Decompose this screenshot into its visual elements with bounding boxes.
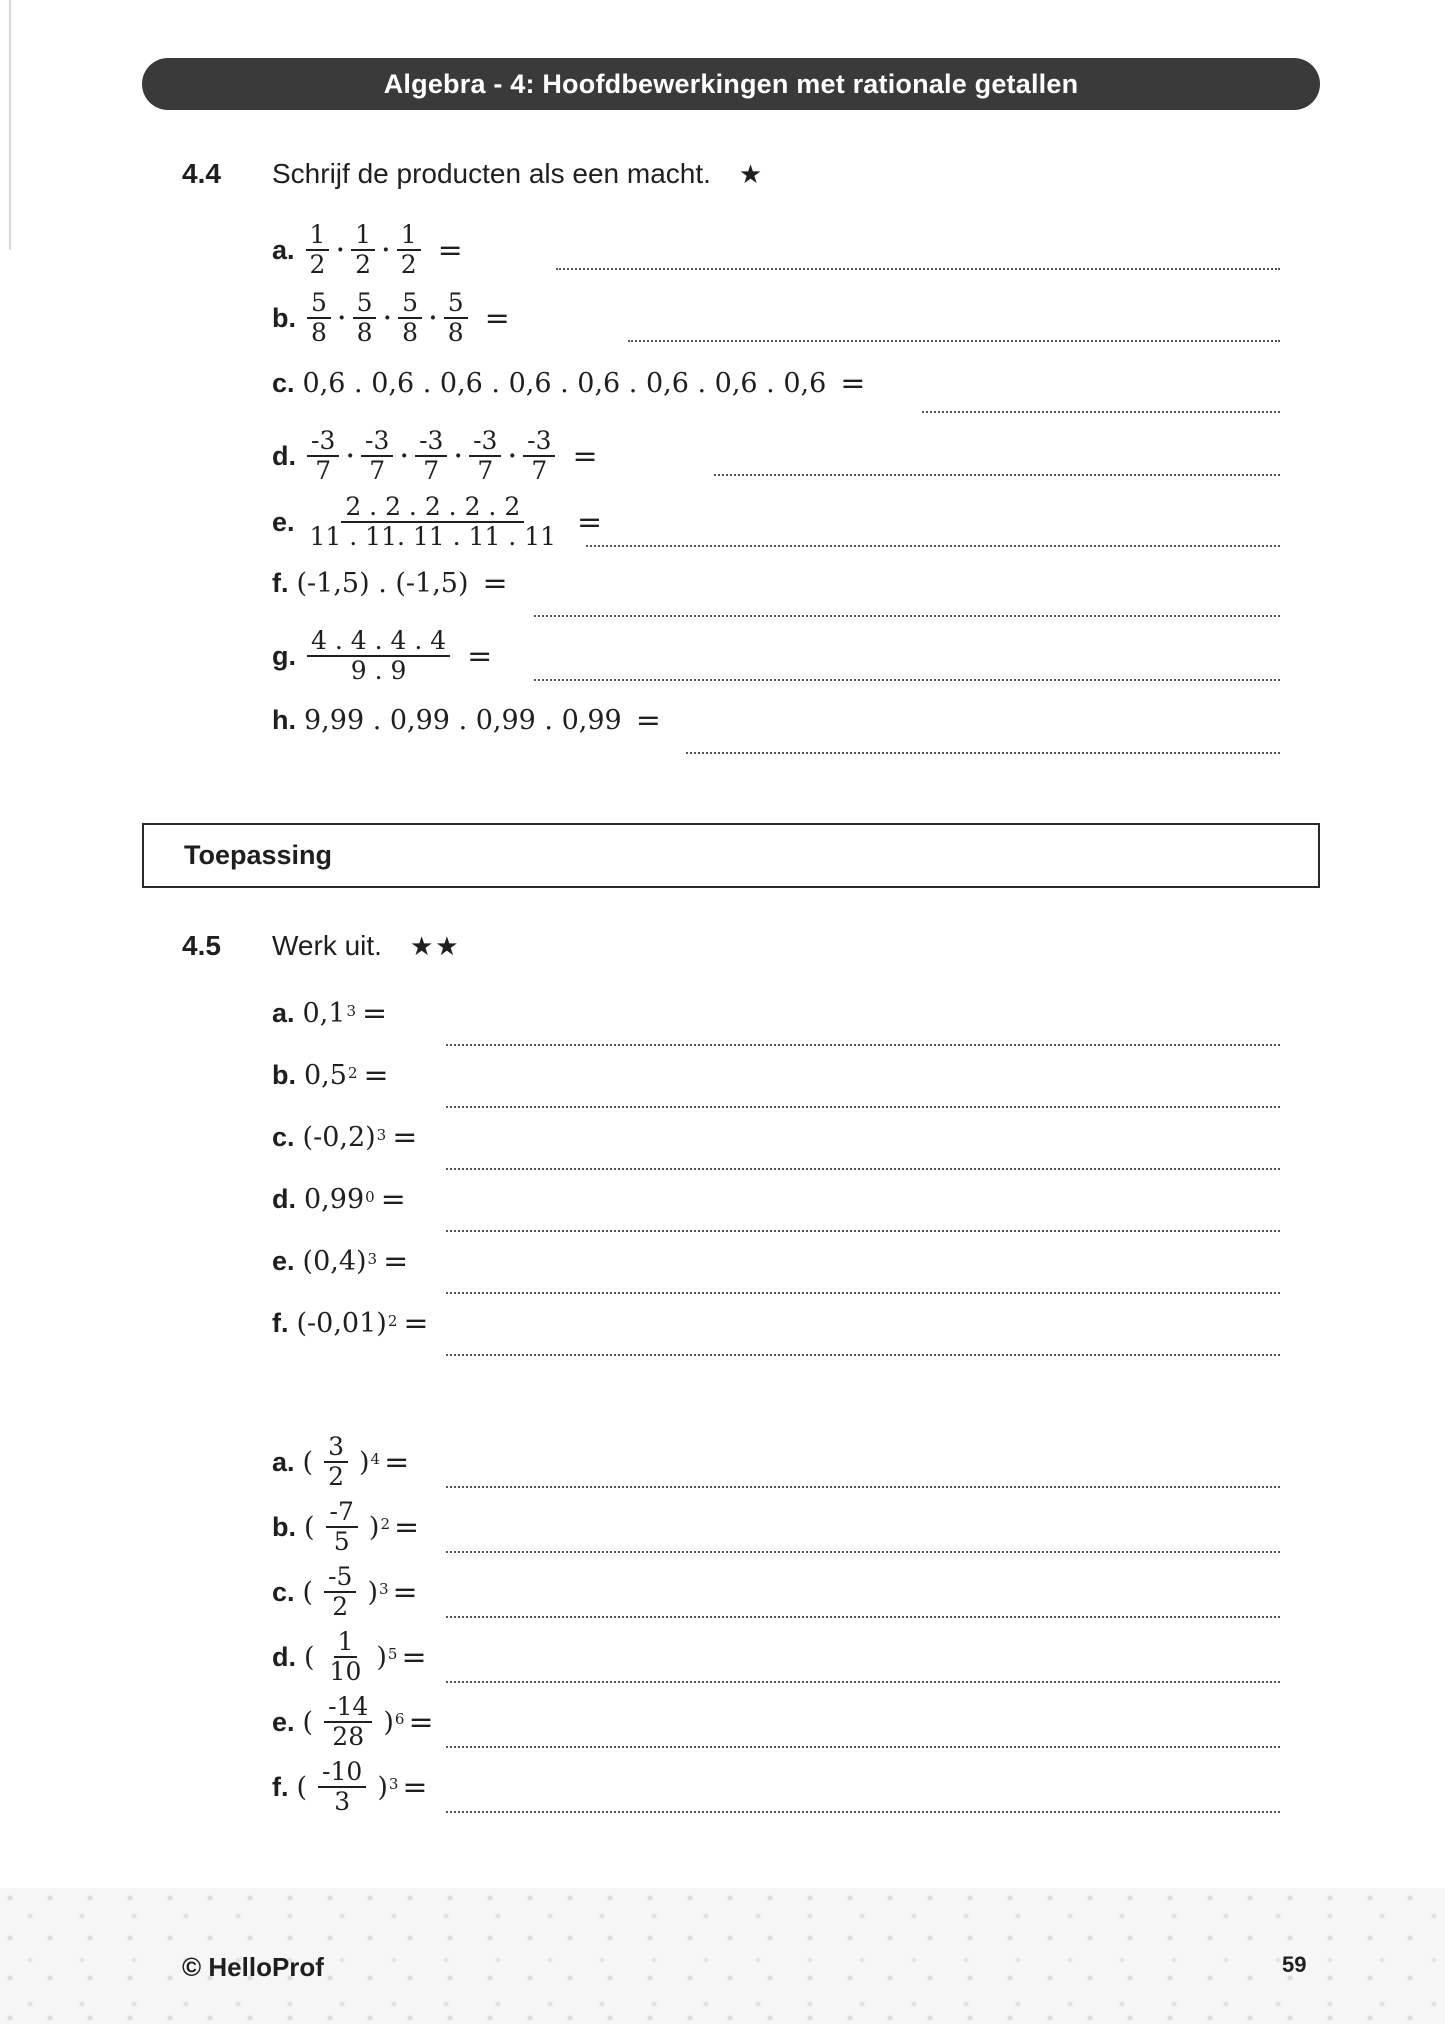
expression: (-1,5) . (-1,5) (296, 568, 469, 599)
answer-line[interactable] (446, 1681, 1280, 1683)
exercise-instruction: Werk uit. (272, 930, 382, 961)
item-label: b. (272, 1060, 296, 1090)
exercise-4-5-part1-item (272, 1306, 429, 1341)
equals-sign: = (402, 1769, 428, 1805)
exercise-4-4-heading (182, 158, 764, 190)
exponent: 3 (376, 1125, 387, 1144)
page-number: 59 (1282, 1952, 1307, 1977)
answer-line[interactable] (446, 1486, 1280, 1488)
exponent: 4 (370, 1450, 381, 1469)
equals-sign: = (467, 638, 493, 674)
exponent: 0 (365, 1187, 375, 1206)
exercise-4-5-part2-item: a. ( $\frac{3}{2}$ ) 4 = (272, 1432, 410, 1492)
equals-sign: = (363, 1058, 389, 1093)
exponent: 3 (378, 1580, 389, 1599)
difficulty-star-icon: ★ (738, 158, 765, 189)
answer-line[interactable] (446, 1168, 1280, 1170)
exponent: 2 (347, 1063, 358, 1082)
answer-line[interactable] (628, 340, 1280, 342)
exercise-4-5-part1-item (272, 996, 387, 1031)
exercise-number: 4.5 (182, 930, 221, 961)
item-label: a. (272, 234, 295, 265)
fraction: $\frac{-14}{28}$ (324, 1694, 372, 1751)
expression: 9,99 . 0,99 . 0,99 . 0,99 (304, 705, 622, 736)
fraction: $\frac{1}{2}$ (351, 222, 375, 279)
exercise-4-4-c (272, 366, 865, 401)
exercise-4-5-part2-item: b. ( $\frac{-7}{5}$ ) 2 = (272, 1497, 420, 1557)
answer-line[interactable] (446, 1230, 1280, 1232)
fraction: $\frac{-10}{3}$ (318, 1759, 366, 1816)
power-base: 0,1 (302, 998, 346, 1029)
equals-sign: = (401, 1639, 427, 1675)
exercise-4-4-e (272, 494, 602, 551)
fraction: $\frac{4 . 4 . 4 . 4}{9 . 9}$ (307, 628, 450, 685)
equals-sign: = (840, 366, 866, 401)
power-base: 0,99 (304, 1184, 365, 1215)
answer-line[interactable] (714, 474, 1280, 476)
exercise-4-4-g (272, 628, 492, 685)
exercise-4-5-part2-item: f. ( $\frac{-10}{3}$ ) 3 = (272, 1757, 428, 1817)
item-label: f. (272, 1308, 289, 1338)
equals-sign: = (392, 1574, 418, 1610)
chapter-title-banner (142, 58, 1320, 110)
chapter-title: Algebra - 4: Hoofdbewerkingen met rationale getallen (383, 68, 1079, 99)
exponent: 3 (388, 1775, 399, 1794)
exercise-4-5-part1-item (272, 1244, 408, 1279)
answer-line[interactable] (446, 1354, 1280, 1356)
item-label: a. (272, 1446, 295, 1477)
exercise-4-5-part2-item: e. ( $\frac{-14}{28}$ ) 6 = (272, 1692, 434, 1752)
fraction: $\frac{5}{8}$ (444, 290, 468, 347)
fraction: $\frac{2 . 2 . 2 . 2 . 2}{11 . 11. 11 . 11 . 11}$ (309, 492, 557, 552)
equals-sign: = (572, 438, 598, 474)
equals-sign: = (403, 1306, 429, 1341)
expression: 0,6 . 0,6 . 0,6 . 0,6 . 0,6 . 0,6 . 0,6 . 0,6 (302, 368, 827, 399)
exercise-4-5-heading (182, 930, 461, 962)
equals-sign: = (577, 504, 603, 540)
exponent: 3 (346, 1001, 357, 1020)
exercise-4-5-part1-item (272, 1182, 406, 1217)
exponent: 3 (367, 1249, 378, 1268)
item-label: d. (272, 440, 296, 471)
item-label: c. (272, 368, 295, 398)
equals-sign: = (437, 232, 463, 268)
exercise-4-4-f (272, 566, 508, 601)
exponent: 2 (387, 1311, 398, 1330)
answer-line[interactable] (922, 411, 1280, 413)
equals-sign: = (392, 1120, 418, 1155)
answer-line[interactable] (586, 545, 1280, 547)
exponent: 5 (387, 1645, 398, 1664)
exercise-4-5-part2-item: d. ( $\frac{1}{10}$ ) 5 = (272, 1627, 427, 1687)
copyright: © HelloProf (182, 1952, 324, 1982)
equals-sign: = (362, 996, 388, 1031)
item-label: c. (272, 1122, 295, 1152)
answer-line[interactable] (686, 752, 1280, 754)
item-label: e. (272, 1246, 295, 1276)
fraction: $\frac{-3}{7}$ (469, 428, 501, 485)
fraction: $\frac{5}{8}$ (398, 290, 422, 347)
fraction: $\frac{-3}{7}$ (415, 428, 447, 485)
item-label: g. (272, 640, 296, 671)
item-label: d. (272, 1641, 296, 1672)
item-label: e. (272, 1706, 295, 1737)
section-title: Toepassing (184, 840, 333, 870)
fraction: $\frac{-3}{7}$ (523, 428, 555, 485)
item-label: c. (272, 1576, 295, 1607)
equals-sign: = (408, 1704, 434, 1740)
exercise-4-4-d: d. $\frac{-3}{7}$ · $\frac{-3}{7}$ · $\frac{-3}{7}$ · $\frac{-3}{7}$ · $\frac{-3}{7}$ = (272, 426, 598, 486)
equals-sign: = (484, 300, 510, 336)
difficulty-star-icon: ★★ (409, 930, 461, 961)
item-label: b. (272, 1511, 296, 1542)
fraction: $\frac{1}{10}$ (329, 1627, 362, 1687)
answer-line[interactable] (446, 1044, 1280, 1046)
power-base: (-0,01) (296, 1308, 387, 1339)
answer-line[interactable] (534, 679, 1280, 681)
fraction: $\frac{5}{8}$ (307, 290, 331, 347)
exercise-number: 4.4 (182, 158, 221, 189)
exercise-instruction: Schrijf de producten als een macht. (272, 158, 711, 189)
fraction: $\frac{5}{8}$ (353, 290, 377, 347)
item-label: e. (272, 506, 295, 537)
item-label: b. (272, 302, 296, 333)
power-base: 0,5 (304, 1060, 347, 1091)
exercise-4-4-b: b. $\frac{5}{8}$ · $\frac{5}{8}$ · $\frac{5}{8}$ · $\frac{5}{8}$ = (272, 288, 510, 348)
equals-sign: = (383, 1244, 409, 1279)
page-edge-line (9, 0, 11, 250)
power-base: (-0,2) (302, 1122, 376, 1153)
exercise-4-4-h (272, 703, 661, 738)
item-label: h. (272, 705, 296, 735)
exponent: 6 (394, 1710, 405, 1729)
equals-sign: = (635, 703, 661, 738)
exercise-4-5-part2-item: c. ( $\frac{-5}{2}$ ) 3 = (272, 1562, 418, 1622)
equals-sign: = (482, 566, 508, 601)
exponent: 2 (380, 1515, 390, 1534)
fraction: $\frac{-5}{2}$ (324, 1564, 356, 1621)
fraction: $\frac{1}{2}$ (306, 222, 330, 279)
answer-line[interactable] (446, 1811, 1280, 1813)
power-base: (0,4) (302, 1246, 367, 1277)
equals-sign: = (380, 1182, 406, 1217)
equals-sign: = (384, 1444, 410, 1480)
answer-line[interactable] (446, 1106, 1280, 1108)
item-label: d. (272, 1184, 296, 1214)
fraction: $\frac{-7}{5}$ (326, 1499, 358, 1556)
item-label: a. (272, 998, 295, 1028)
exercise-4-5-part1-item (272, 1120, 417, 1155)
answer-line[interactable] (446, 1746, 1280, 1748)
answer-line[interactable] (534, 615, 1280, 617)
item-label: f. (272, 1771, 289, 1802)
section-header (142, 823, 1320, 888)
fraction: $\frac{1}{2}$ (397, 222, 421, 279)
fraction: $\frac{-3}{7}$ (361, 428, 393, 485)
exercise-4-5-part1-item (272, 1058, 389, 1093)
answer-line[interactable] (446, 1616, 1280, 1618)
equals-sign: = (394, 1509, 420, 1545)
fraction: $\frac{3}{2}$ (324, 1434, 348, 1491)
answer-line[interactable] (556, 268, 1280, 270)
answer-line[interactable] (446, 1551, 1280, 1553)
item-label: f. (272, 568, 289, 598)
answer-line[interactable] (446, 1292, 1280, 1294)
exercise-4-4-a: a. $\frac{1}{2}$ · $\frac{1}{2}$ · $\frac{1}{2}$ = (272, 220, 463, 280)
fraction: $\frac{-3}{7}$ (307, 428, 339, 485)
